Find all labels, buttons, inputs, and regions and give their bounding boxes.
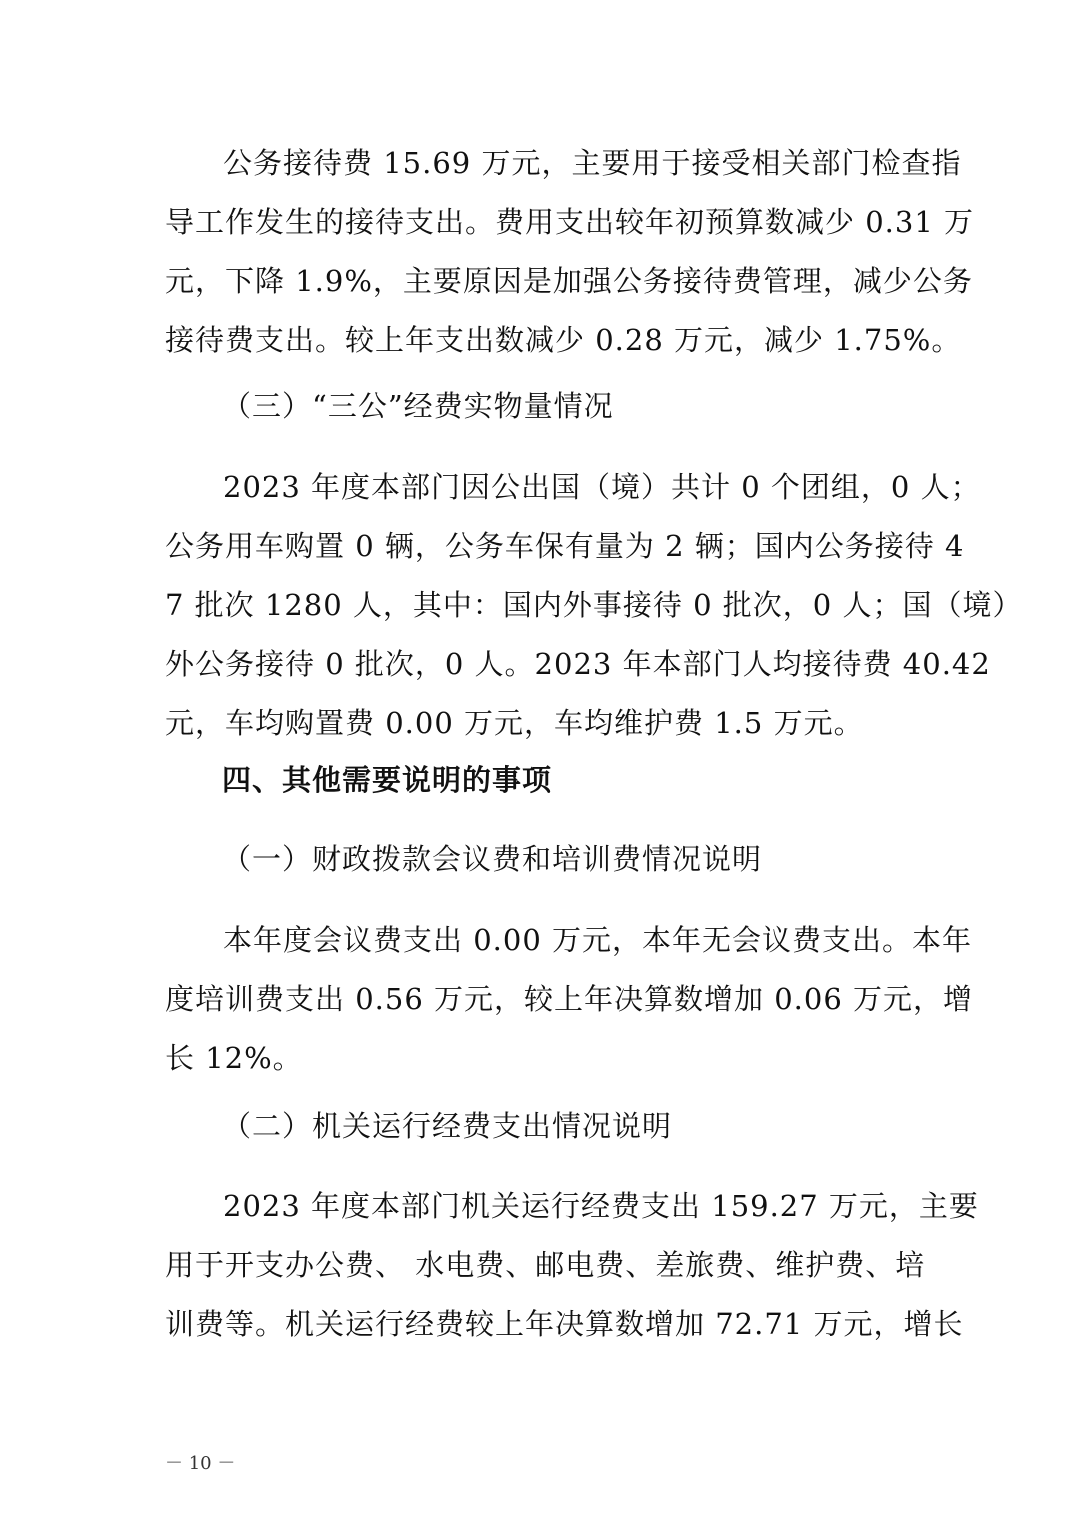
text-line: 公务用车购置 0 辆，公务车保有量为 2 辆；国内公务接待 4 (165, 529, 965, 563)
text-line: 2023 年度本部门机关运行经费支出 159.27 万元，主要 (223, 1189, 979, 1223)
text-line: 训费等。机关运行经费较上年决算数增加 72.71 万元，增长 (165, 1307, 964, 1341)
paragraph-reception-expense (165, 134, 975, 370)
text-line: 公务接待费 15.69 万元，主要用于接受相关部门检查指 (223, 146, 962, 180)
text-line: 7 批次 1280 人，其中：国内外事接待 0 批次，0 人；国（境） (165, 588, 1023, 622)
page-number: － 10 － (165, 1453, 236, 1474)
paragraph-sangong-quantity (165, 458, 1023, 753)
heading-meeting-training: （一）财政拨款会议费和培训费情况说明 (222, 842, 763, 876)
paragraph-meeting-training (165, 911, 974, 1088)
text-line: 用于开支办公费、 水电费、邮电费、差旅费、维护费、培 (165, 1248, 926, 1282)
text-line: 长 12%。 (165, 1041, 303, 1075)
text-line: 元，车均购置费 0.00 万元，车均维护费 1.5 万元。 (165, 706, 864, 740)
text-line: 度培训费支出 0.56 万元，较上年决算数增加 0.06 万元，增 (165, 982, 974, 1016)
text-line: 元，下降 1.9%，主要原因是加强公务接待费管理，减少公务 (165, 264, 973, 298)
text-line: 导工作发生的接待支出。费用支出较年初预算数减少 0.31 万 (165, 205, 975, 239)
text-line: 本年度会议费支出 0.00 万元，本年无会议费支出。本年 (223, 923, 973, 957)
text-line: 外公务接待 0 批次，0 人。2023 年本部门人均接待费 40.42 (165, 647, 991, 681)
heading-section-four: 四、其他需要说明的事项 (222, 763, 553, 797)
heading-sangong-quantity: （三）“三公”经费实物量情况 (222, 389, 614, 423)
text-line: 接待费支出。较上年支出数减少 0.28 万元，减少 1.75%。 (165, 323, 962, 357)
paragraph-operating-expense (165, 1177, 979, 1354)
text-line: 2023 年度本部门因公出国（境）共计 0 个团组，0 人； (223, 470, 981, 504)
heading-operating-expense: （二）机关运行经费支出情况说明 (222, 1109, 673, 1143)
